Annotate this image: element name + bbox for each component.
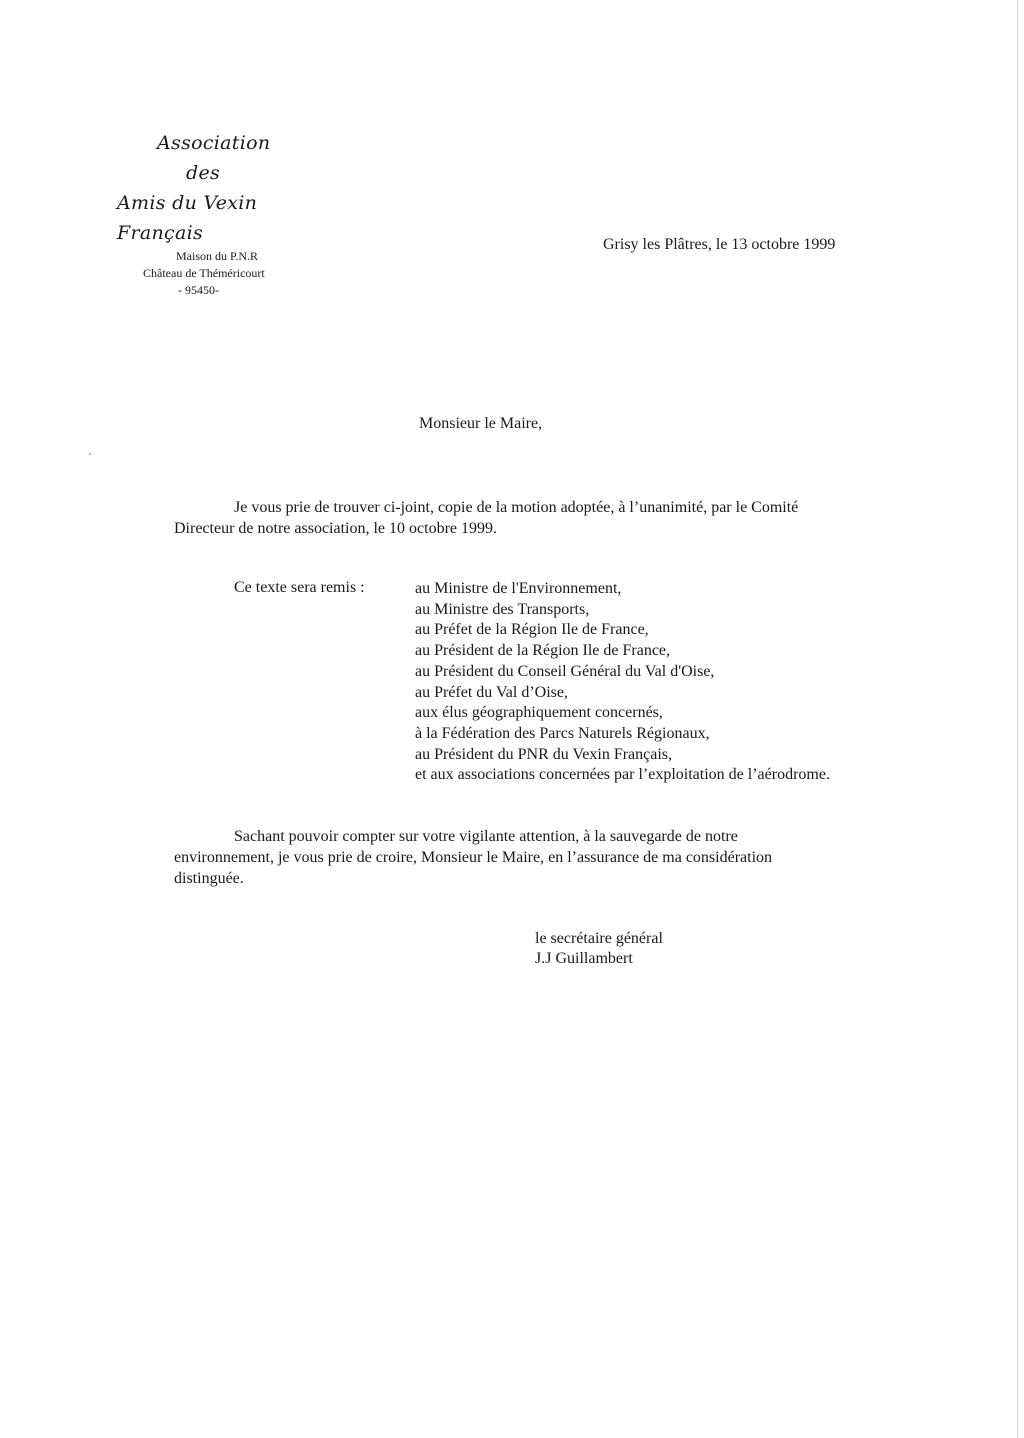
paragraph-intro (174, 497, 874, 539)
paragraph-closing-line: Sachant pouvoir compter sur votre vigilante attention, à la sauvegarde de notre (234, 828, 738, 845)
paragraph-intro-line: Directeur de notre association, le 10 octobre 1999. (174, 520, 497, 537)
recipient-item: à la Fédération des Parcs Naturels Régionaux, (415, 724, 710, 742)
paragraph-closing-line: distinguée. (174, 870, 244, 887)
letterhead-name-line2: des (186, 162, 221, 184)
signature-title: le secrétaire général (535, 930, 663, 947)
recipient-item: au Président du Conseil Général du Val d'Oise, (415, 662, 715, 680)
letterhead-address-line3: - 95450- (178, 283, 219, 297)
paragraph-closing (174, 826, 874, 889)
page-edge (1017, 0, 1018, 1438)
salutation: Monsieur le Maire, (419, 415, 543, 432)
signature-name: J.J Guillambert (535, 950, 633, 967)
recipients-list (415, 579, 830, 786)
recipient-item: au Président du PNR du Vexin Français, (415, 745, 673, 763)
recipient-item: au Président de la Région Ile de France, (415, 642, 671, 660)
scan-speck (89, 453, 91, 455)
letterhead (100, 128, 330, 299)
paragraph-intro-line: Je vous prie de trouver ci-joint, copie de la motion adoptée, à l’unanimité, par le Comité (234, 499, 799, 516)
recipient-item: et aux associations concernées par l’exploitation de l’aérodrome. (415, 766, 830, 784)
letterhead-name-line1: Association (157, 132, 271, 154)
paragraph-closing-line: environnement, je vous prie de croire, Monsieur le Maire, en l’assurance de ma considération (174, 849, 773, 866)
letterhead-address-line1: Maison du P.N.R (176, 249, 259, 263)
letterhead-address-line2: Château de Théméricourt (143, 266, 265, 280)
recipient-item: au Préfet du Val d’Oise, (415, 683, 568, 701)
recipient-item: aux élus géographiquement concernés, (415, 704, 663, 722)
date-line: Grisy les Plâtres, le 13 octobre 1999 (603, 236, 836, 253)
recipients-label: Ce texte sera remis : (234, 579, 365, 596)
letterhead-name-line3: Amis du Vexin Français (117, 192, 258, 244)
recipient-item: au Ministre des Transports, (415, 600, 590, 618)
recipient-item: au Ministre de l'Environnement, (415, 580, 622, 597)
recipient-item: au Préfet de la Région Ile de France, (415, 621, 649, 639)
signature-block (535, 929, 663, 969)
